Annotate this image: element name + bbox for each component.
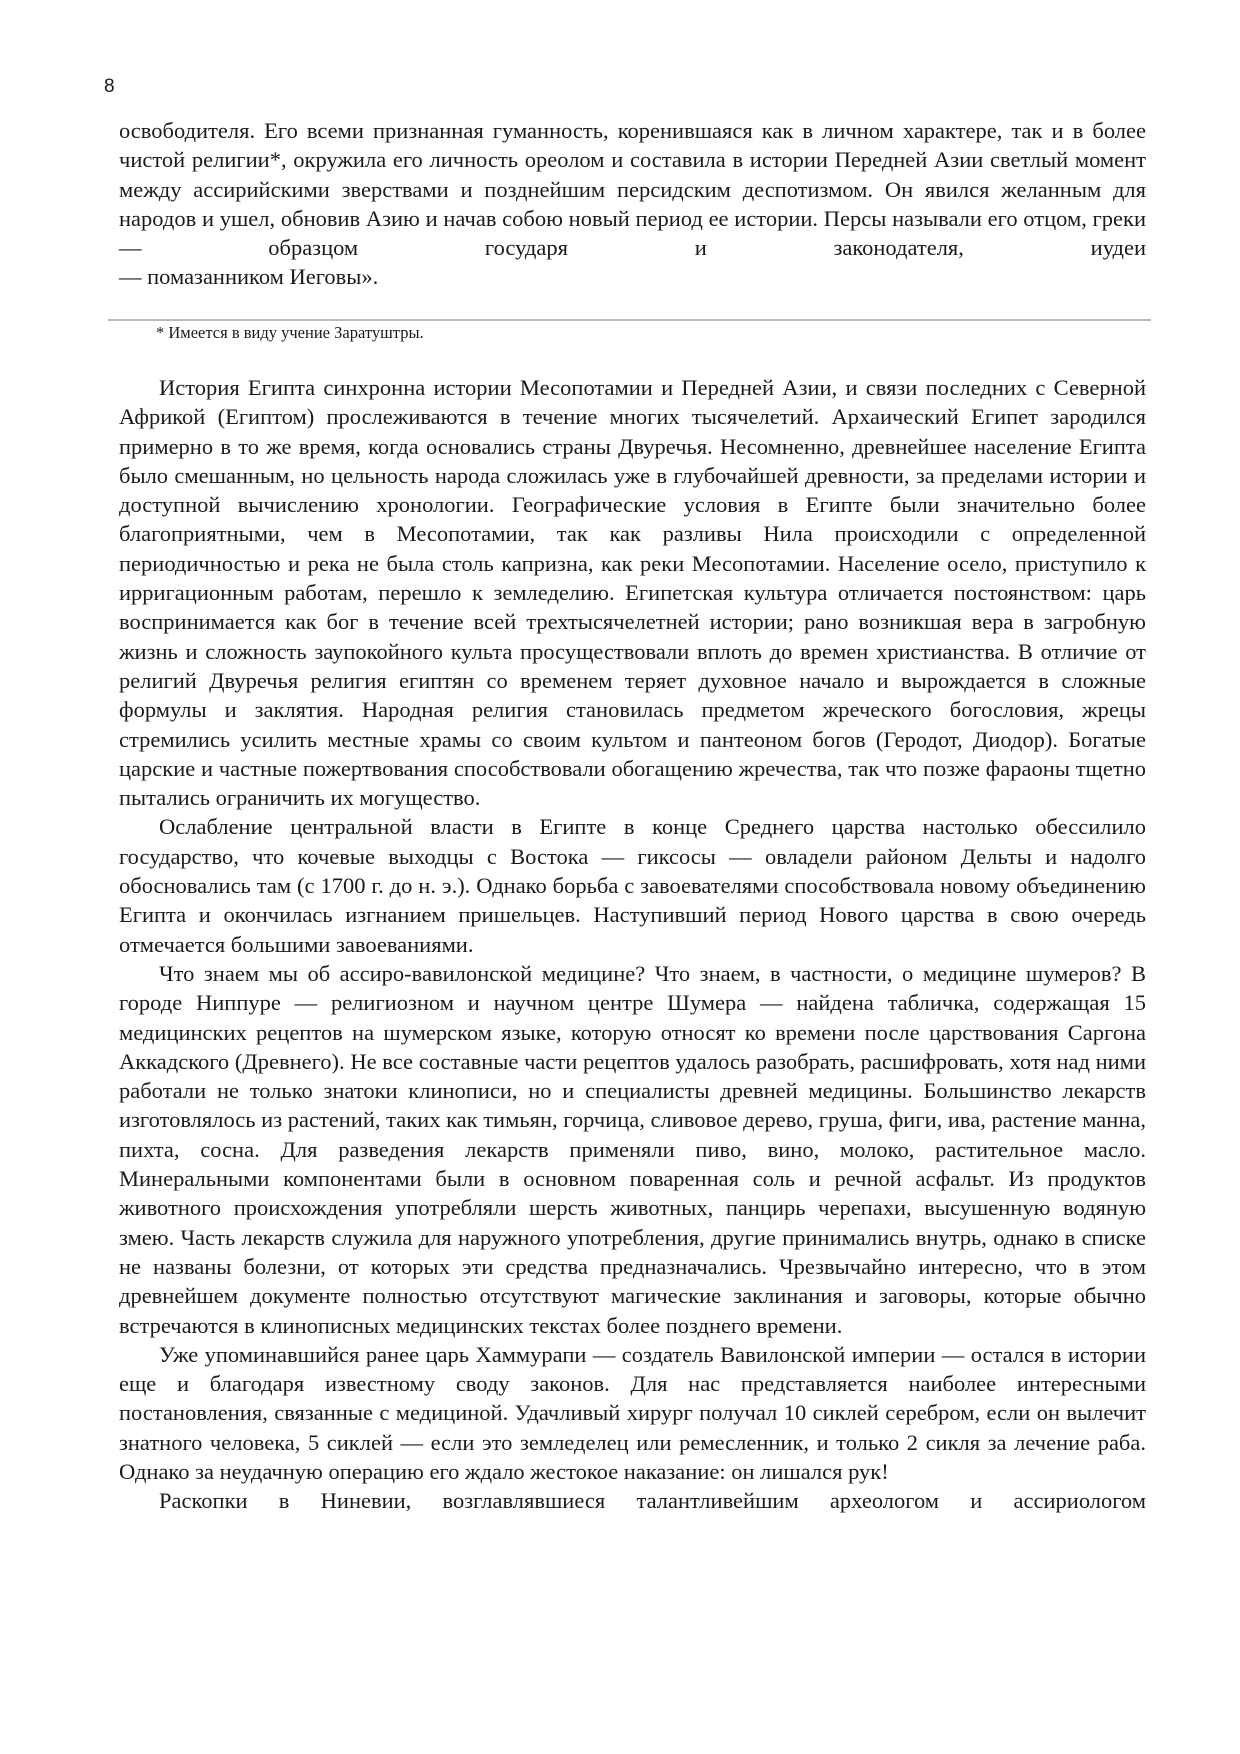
paragraph-nineveh-excavations: Раскопки в Ниневии, возглавлявшиеся талантливейшим археологом и ассириологом [159, 1488, 1146, 1514]
main-text [119, 373, 1146, 1516]
paragraph-sumerian-medicine: Что знаем мы об ассиро-вавилонской медицине? Что знаем, в частности, о медицине шумеров? В городе Ниппуре — религиозном и научном центре Шумера — найдена табличка, содержащая 15 медицинских рецептов на шумерском языке, которую относят ко времени после царствования Саргона Аккадского (Древнего). Не все составные части рецептов удалось разобрать, расшифровать, хотя над ними работали не только знатоки клинописи, но и специалисты древней медицины. Большинство лекарств изготовлялось из растений, таких как тимьян, горчица, сливовое дерево, груша, фиги, ива, растение манна, пихта, сосна. Для разведения лекарств применяли пиво, вино, молоко, растительное масло. Минеральными компонентами были в основном поваренная соль и речной асфальт. Из продуктов животного происхождения употребляли шерсть животных, панцирь черепахи, высушенную водяную змею. Часть лекарств служила для наружного употребления, другие принимались внутрь, однако в списке не названы болезни, от которых эти средства предназначались. Чрезвычайно интересно, что в этом древнейшем документе полностью отсутствуют магические заклинания и заговоры, которые обычно встречаются в клинописных медицинских текстах более позднего времени. [119, 960, 1146, 1338]
continued-paragraph [119, 116, 1146, 292]
paragraph-hammurabi-code: Уже упоминавшийся ранее царь Хаммурапи — создатель Вавилонской империи — остался в истории еще и благодаря известному своду законов. Для нас представляется наиболее интересными постановления, связанные с медициной. Удачливый хирург получал 10 сиклей серебром, если он вылечит знатного человека, 5 сиклей — если это земледелец или ремесленник, и только 2 сикля за лечение раба. Однако за неудачную операцию его ждало жестокое наказание: он лишался рук! [119, 1341, 1146, 1484]
footnote-separator [108, 319, 1151, 321]
paragraph-egypt-history: История Египта синхронна истории Месопотамии и Передней Азии, и связи последних с Северной Африкой (Египтом) прослеживаются в течение многих тысячелетий. Архаический Египет зародился примерно в то же время, когда основались страны Двуречья. Несомненно, древнейшее население Египта было смешанным, но цельность народа сложилась уже в глубочайшей древности, за пределами истории и доступной вычислению хронологии. Географические условия в Египте были значительно более благоприятными, чем в Месопотамии, так как разливы Нила происходили с определенной периодичностью и река не была столь капризна, как реки Месопотамии. Население осело, приступило к ирригационным работам, перешло к земледелию. Египетская культура отличается постоянством: царь воспринимается как бог в течение всей трехтысячелетней истории; рано возникшая вера в загробную жизнь и сложность заупокойного культа просуществовали вплоть до времен христианства. В отличие от религий Двуречья религия египтян со временем теряет духовное начало и вырождается в сложные формулы и заклятия. Народная религия становилась предметом жреческого богословия, жрецы стремились усилить местные храмы со своим культом и пантеоном богов (Геродот, Диодор). Богатые царские и частные пожертвования способствовали обогащению жречества, так что позже фараоны тщетно пытались ограничить их могущество. [119, 375, 1146, 811]
page-number: 8 [104, 76, 115, 97]
continued-paragraph-body: освободителя. Его всеми признанная гуманность, коренившаяся как в личном характере, так и в более чистой религии*, окружила его личность ореолом и составила в истории Передней Азии светлый момент между ассирийскими зверствами и позднейшим персидским деспотизмом. Он явился желанным для народов и ушел, обновив Азию и начав собою новый период ее истории. Персы называли его отцом, греки — образцом государя и законодателя, иудеи [119, 118, 1146, 261]
paragraph-middle-kingdom: Ослабление центральной власти в Египте в конце Среднего царства настолько обессилило государство, что кочевые выходцы с Востока — гиксосы — овладели районом Дельты и надолго обосновались там (с 1700 г. до н. э.). Однако борьба с завоевателями способствовала новому объединению Египта и окончилась изгнанием пришельцев. Наступивший период Нового царства в свою очередь отмечается большими завоеваниями. [119, 814, 1146, 957]
continued-paragraph-end: — помазанником Иеговы». [119, 264, 379, 290]
footnote: * Имеется в виду учение Заратуштры. [156, 323, 424, 342]
